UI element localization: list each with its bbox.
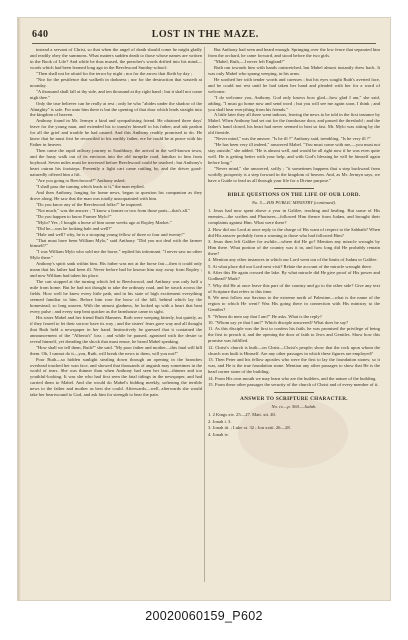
running-title: LOST IN THE MAZE. — [151, 29, 259, 40]
column-divider — [204, 47, 205, 582]
story-paragraph: Anthony's spirit sank within him. His father was not at the horse fair—then it could only mean that his father had been ill. Never before had he known him stay away from Ropley ; and now William had taken his place. — [30, 261, 202, 279]
story-paragraph: Only the true believer can be really at rest ; only he who "abides under the shadow of the Almighty" is safe. For unto him there is but the opening of that door which leads straight into the kingdom of heaven. — [30, 100, 202, 118]
story-paragraph: "Hale and well? why, he is a stooping young fellow of three or four and twenty!" — [36, 231, 185, 237]
story-paragraph: But Anthony had seen and heard enough. Springing over the low fence that separated him from the orchard, he came forward, and stood before the two girls. — [208, 47, 380, 58]
section-rule — [274, 392, 314, 393]
bible-question-item: 12. Christ's church is built—on Christ—Christ's people; show that the rock upon whom the church was built is Himself. Are any other passages in which these figures are employed? — [208, 344, 380, 356]
story-paragraph: "I shall pass the turning which leads to it," the man replied. — [36, 183, 145, 189]
bible-question-item: 10. "Whom say ye that I am?" Which disciple answered? What does he say? — [208, 319, 349, 325]
story-paragraph: "Do you know any of the Beechwood folks?" he inquired. — [36, 201, 143, 207]
story-continuation — [208, 47, 380, 184]
bible-question-item: 7. Why did He at once leave this part of the country and go to the other side? Give any text of Scripture that refers to this time. — [208, 282, 380, 294]
story-paragraph: Poor Ruth—so hidden sunlight stealing down through an opening in the branches overhead touched her wan face, and showed that thousands of anguish may sometimes in the world of tears. She was thinner than when Anthony had seen her last—thinner and too youthful-looking. It was she who had first seen the fatal tidings in the newspaper, and had carried them to Mabel. And she would do Mabel's bidding meekly, softening the terrible news to the father and mother as best she could. Afterwards—well, afterwards she would take her heartwound to God, and ask him for strength to bear the pain. — [30, 356, 202, 398]
story-paragraph: "Nor for the pestilence that walketh in darkness ; nor for the destruction that wasteth at noonday. — [30, 76, 202, 88]
story-paragraph: He soothed her with tender words and caresses ; but his eyes sought Ruth's averted face, and he could not rest until he had taken her hand and pleaded with her for a word of welcome. — [208, 76, 380, 94]
bible-question-item: 8. We next follow our Saviour to the extreme north of Palestine—what is the name of the region to which He went? Was His going there in connection with His ministry to the Gentiles? — [208, 295, 380, 313]
story-paragraph: "Are you going to Beechwood?" Anthony asked. — [36, 177, 126, 183]
story-paragraph: Then came the rapid railway journey to Southbury, the arrival in the well-known town, and the hasty walk out of its environs into the old turnpike road, familiar to him from boyhood. Seven miles must be traversed before Beechwood could be reached ; but Anthony's heart outran his footsteps. Presently a light cart came rattling by, and the driver good-naturedly offered him a lift. — [30, 148, 202, 178]
bible-question-item: 14. From His own mouth we may learn who are the builders, and the nature of the building. — [208, 375, 377, 381]
answers-title: ANSWER TO SCRIPTURE CHARACTER. — [240, 396, 348, 403]
story-paragraph: "Did he—was he looking hale and well?" — [36, 225, 113, 231]
story-paragraph: Anthony found in Mr. Jermyn a kind and sympathising friend. He obtained three days' leave for the young man, and extended his to transfer himself to his father, and ask pardon for all the grief and trouble he had caused. And this Anthony readily promised to do. He knew that he must first be reconciled to his earthly father, ere he could be at peace with his Father in heaven. — [30, 118, 202, 148]
bible-question-item: 4. Mention any other instances in which our Lord went out of the limits of Judæa or Galilee. — [208, 257, 378, 263]
story-paragraph: The cart stopped at the turning which led to Beechwood, and Anthony was only half a mile from home. But he had not thought to take the ordinary road, and he struck across the fields. How well he knew every little path, and in his state of high excitement everything seemed familiar to him. Before him rose the brow of the hill, behind which lay the homestead, so long unseen. With the utmost gladness, he looked up with a heart that beat every pulse ; and every step beat quicker as the farmhouse came in sight. — [30, 279, 202, 314]
story-paragraph: "Never mind," she answered, softly ; "it sometimes happens that a step backward from worldly prosperity is a step forward in the kingdom of heaven. And, as Mr. Jermyn says, we have a Guide to lead us all through your life for a Divine purpose." — [208, 166, 380, 183]
bible-questions-list — [208, 208, 380, 388]
answer-item: 1. 2 Kings xiv. 25—27. Matt. xii. 40. — [208, 412, 276, 418]
running-header — [32, 29, 376, 41]
answer-item: 3. Jonah iii. ; Luke xi. 32 ; Jon xxiii. 26—28. — [208, 425, 291, 431]
bible-question-item: 3. Jesus then left Galilee for awhile—where did He go? Mention any miracle wrought by Him there. What portion of the country was it in, and how long did He probably remain there? — [208, 239, 380, 256]
section-rule — [274, 188, 314, 189]
story-paragraph: "How shall we tell them, Ruth?" she said. "My poor father and mother—this fatal will kill them. Oh, I cannot do it—you, Ruth, will break the news to them, will you not?" — [30, 344, 202, 356]
left-column — [30, 47, 202, 582]
answers-list — [208, 412, 380, 437]
page-number: 640 — [32, 29, 49, 40]
bible-question-item: 11. As this disciple was the first to confess his faith, he was promised the privilege of being the first to preach it, and the opening the door of faith to Jews and Gentiles. Show how this promise was fulfilled. — [208, 326, 380, 344]
story-paragraph: instead a servant of Christ, so that when the angel of death should come he might gladly and readily obey the summons. What matters sudden death to those whose names are written in the Book of Life? And while he thus mused, the preacher's words drifted into his mind—words which had been learned long ago in the Beechwood Sunday-school: — [30, 47, 202, 70]
story-paragraph: Ruth ran towards him with hands outstretched, but Mabel almost instantly drew back. It was only Mabel who sprang weeping, in his arms. — [208, 64, 380, 76]
story-paragraph: "That must have been William Mylo," said Anthony. "Did you not deal with the farmer himself?" — [30, 237, 202, 249]
bible-question-item: 1. Jesus had now spent above a year in Galilee, teaching and healing. But some of His enemies—the scribes and Pharisees—followed Him thence from Judæa, and brought their complaints against Him. What were these? — [208, 208, 380, 226]
answer-item: 2. Jonah i. 3. — [208, 418, 232, 424]
story-paragraph: "I was William Mylo who sold me the horse," replied his informant. "I never saw no other Mylo there." — [30, 249, 202, 261]
bible-question-item: 2. How did our Lord at once reply to the charge of His want of respect to the Sabbath? When did His answer probably form a warning to those who had followed Him? — [208, 226, 380, 238]
story-paragraph: A little later they all three went indoors, leaving the news to be told in the first instance by Mabel. When Anthony had set out for the farmhouse door, and passed the threshold ; and the father's hand closed, his heart had never seemed to beat so fast. Mr. Mylo was sitting by the old fireside. — [208, 112, 380, 136]
story-paragraph: And then Anthony, longing for home news, began to question his companion as they drove along. He saw that the man was totally unacquainted with him. — [30, 189, 202, 201]
bible-question-item: 6. After this He again crossed the lake. By what miracle did He give proof of His power and Godhead? Mark? — [208, 270, 380, 282]
story-paragraph: "Never mind," was the answer. "Is he ill ?" Anthony said, trembling. "Is he very ill ?" — [214, 136, 371, 142]
bible-questions-subtitle: No. 5.—HIS PUBLIC MINISTRY (continued). — [251, 200, 337, 206]
story-paragraph: "I do welcome you, Anthony. God only knows how glad—how glad I am," she said, adding, "I must go home now and send word ; but you will see me again soon, I think ; and you shall hear everything from his friends." — [208, 94, 380, 112]
story-paragraph: "Mabel, Ruth,—I never left England!" — [214, 58, 285, 64]
bible-question-item: 15. From these other passages the security of the church of Christ and of every member of it. — [208, 382, 379, 388]
bible-question-item: 13. Then Peter and his fellow apostles who were the first to lay the foundation stones; so it was, and He is the true foundation stone. Mention any other passages to show that He is the head corner stone of the building. — [208, 357, 380, 375]
answers-subtitle: No. iv.—p. 560.—Judah. — [271, 404, 317, 410]
answer-item: 4. Jonah iv. — [208, 431, 229, 437]
page-edge — [18, 18, 21, 600]
story-paragraph: "A thousand shall fall at thy side, and ten thousand at thy right hand ; but it shall not come nigh thee." — [30, 88, 202, 100]
story-paragraph: "Then shall not be afraid for the terror by night ; nor for the arrow that flieth by day ; — [36, 70, 193, 76]
right-column — [208, 47, 380, 582]
bible-question-item: 5. At what place did our Lord next visit? Relate the account of the miracle wrought there. — [208, 263, 373, 269]
story-paragraph: "Mylo? Yes ; I bought a horse of him some weeks ago at Ropley Market." — [36, 219, 172, 225]
book-page — [18, 18, 390, 600]
story-paragraph: "Do you happen to know Farmer Mylo?" — [36, 213, 112, 219]
story-paragraph: "Not much," was the answer ; "I know a farmer or two from those parts—that's all." — [36, 207, 191, 213]
image-caption: 20020060159_P602 — [145, 609, 263, 623]
bible-question-item: 9. "Whom do men say that I am?" He asks. What is the reply? — [208, 313, 322, 319]
story-paragraph: "He has been very ill indeed," answered Mabel. "You must come with me,—you must not stay outside," she added. "He is almost well, and would be all right now if he was even quite well. He is getting better with your help, and with God's blessing he will be himself again before long." — [208, 142, 380, 166]
story-paragraph: His sister Mabel and her friend Ruth Manners. Both were weeping bitterly, but quietly, as if they feared to let their sorrow have its way ; and the sisters' fears gave way and all thought that Ruth held a newspaper in her hand. Instinctively he guessed that it contained the announcement of the "Alberta's" loss ; and while he paused, agonised with the desire to reveal himself, yet dreading the shock that must ensue, he heard Mabel speaking. — [30, 314, 202, 344]
header-rule — [32, 43, 376, 44]
bible-questions-title: BIBLE QUESTIONS ON THE LIFE OF OUR LORD. — [227, 192, 361, 199]
